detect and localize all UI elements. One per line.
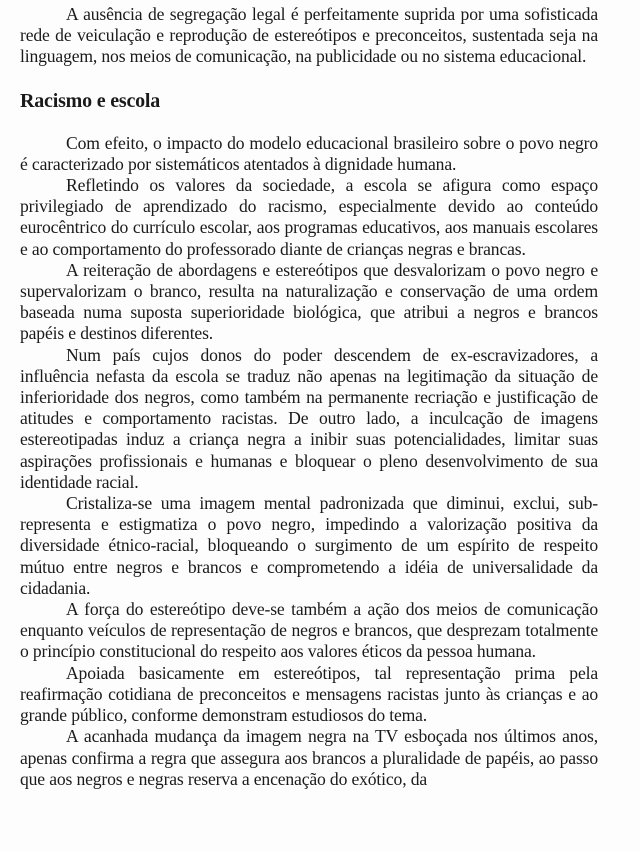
body-paragraph: Apoiada basicamente em estereótipos, tal representação prima pela reafirmação cotidiana de preconceitos e mensagens racistas junto às crianças e ao grande público, conforme demonstram estudiosos do tema. bbox=[20, 662, 598, 726]
body-paragraph: Com efeito, o impacto do modelo educacional brasileiro sobre o povo negro é caracterizado por sistemáticos atentados à dignidade humana. bbox=[20, 132, 598, 174]
body-paragraph: A reiteração de abordagens e estereótipos que desvalorizam o povo negro e supervalorizam o branco, resulta na naturalização e conservação de uma ordem baseada numa suposta superioridade biológica, que atribui a negros e brancos papéis e destinos diferentes. bbox=[20, 259, 598, 344]
body-paragraph: A força do estereótipo deve-se também a ação dos meios de comunicação enquanto veículos de representação de negros e brancos, que desprezam totalmente o princípio constitucional do respeito aos valores éticos da pessoa humana. bbox=[20, 599, 598, 662]
document-page bbox=[20, 4, 598, 790]
body-paragraph: A acanhada mudança da imagem negra na TV esboçada nos últimos anos, apenas confirma a regra que assegura aos brancos a pluralidade de papéis, ao passo que aos negros e negras reserva a encenação do exótico, da bbox=[20, 726, 598, 789]
body-paragraph: Cristaliza-se uma imagem mental padronizada que diminui, exclui, sub-representa e estigmatiza o povo negro, impedindo a valorização positiva da diversidade étnico-racial, bloqueando o surgimento de um espírito de respeito mútuo entre negros e brancos e comprometendo a idéia de universalidade da cidadania. bbox=[20, 493, 598, 598]
body-paragraph: Refletindo os valores da sociedade, a escola se afigura como espaço privilegiado de aprendizado do racismo, especialmente devido ao conteúdo eurocêntrico do currículo escolar, aos programas educativos, aos manuais escolares e ao comportamento do professorado diante de crianças negras e brancas. bbox=[20, 175, 598, 259]
intro-paragraph: A ausência de segregação legal é perfeitamente suprida por uma sofisticada rede de veiculação e reprodução de estereótipos e preconceitos, sustentada seja na linguagem, nos meios de comunicação, na publicidade ou no sistema educacional. bbox=[20, 4, 598, 67]
section-heading: Racismo e escola bbox=[20, 89, 161, 112]
body-paragraph: Num país cujos donos do poder descendem de ex-escravizadores, a influência nefasta da escola se traduz não apenas na legitimação da situação de inferioridade dos negros, como também na permanente recriação e justificação de atitudes e comportamento racistas. De outro lado, a inculcação de imagens estereotipadas induz a criança negra a inibir suas potencialidades, limitar suas aspirações profissionais e humanas e bloquear o pleno desenvolvimento de sua identidade racial. bbox=[20, 344, 598, 492]
